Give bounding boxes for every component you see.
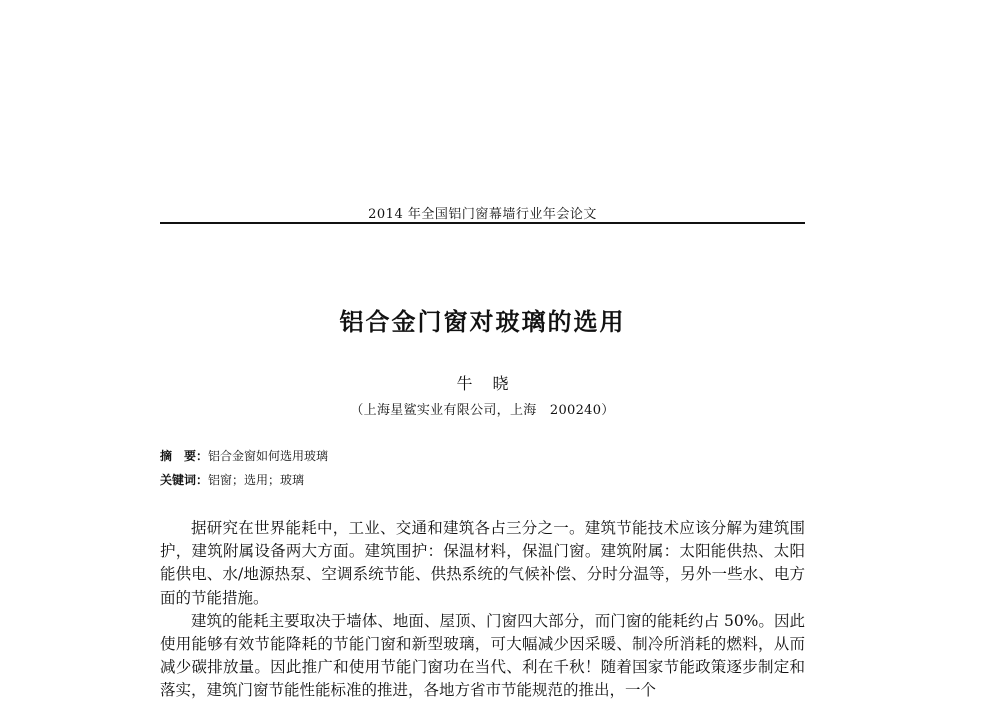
paper-title: 铝合金门窗对玻璃的选用 (339, 308, 626, 336)
abstract-label: 摘 要： (160, 449, 209, 463)
abstract-line (160, 448, 805, 464)
body-paragraph-2: 建筑的能耗主要取决于墙体、地面、屋顶、门窗四大部分，而门窗的能耗约占 50%。因此使用能够有效节能降耗的节能门窗和新型玻璃，可大幅减少因采暖、制冷所消耗的燃料，从而减少碳排放量。因此推广和使用节能门窗功在当代、利在千秋！随着国家节能政策逐步制定和落实，建筑门窗节能性能标准的推进，各地方省市节能规范的推出，一个 (160, 611, 805, 700)
abstract-text: 铝合金窗如何选用玻璃 (208, 449, 329, 463)
header-rule (160, 222, 805, 224)
keywords-text: 铝窗；选用；玻璃 (208, 473, 305, 487)
body-text (160, 517, 805, 703)
running-header: 2014 年全国铝门窗幕墙行业年会论文 (368, 207, 597, 222)
author-name: 牛晓 (456, 374, 529, 393)
author-affiliation: （上海星鲨实业有限公司，上海 200240） (350, 403, 615, 418)
body-paragraph-1: 据研究在世界能耗中，工业、交通和建筑各占三分之一。建筑节能技术应该分解为建筑围护，建筑附属设备两大方面。建筑围护：保温材料，保温门窗。建筑附属：太阳能供热、太阳能供电、水/地源热泵、空调系统节能、供热系统的气候补偿、分时分温等，另外一些水、电方面的节能措施。 (160, 519, 805, 607)
keywords-line (160, 472, 805, 488)
keywords-label: 关键词： (160, 473, 209, 487)
